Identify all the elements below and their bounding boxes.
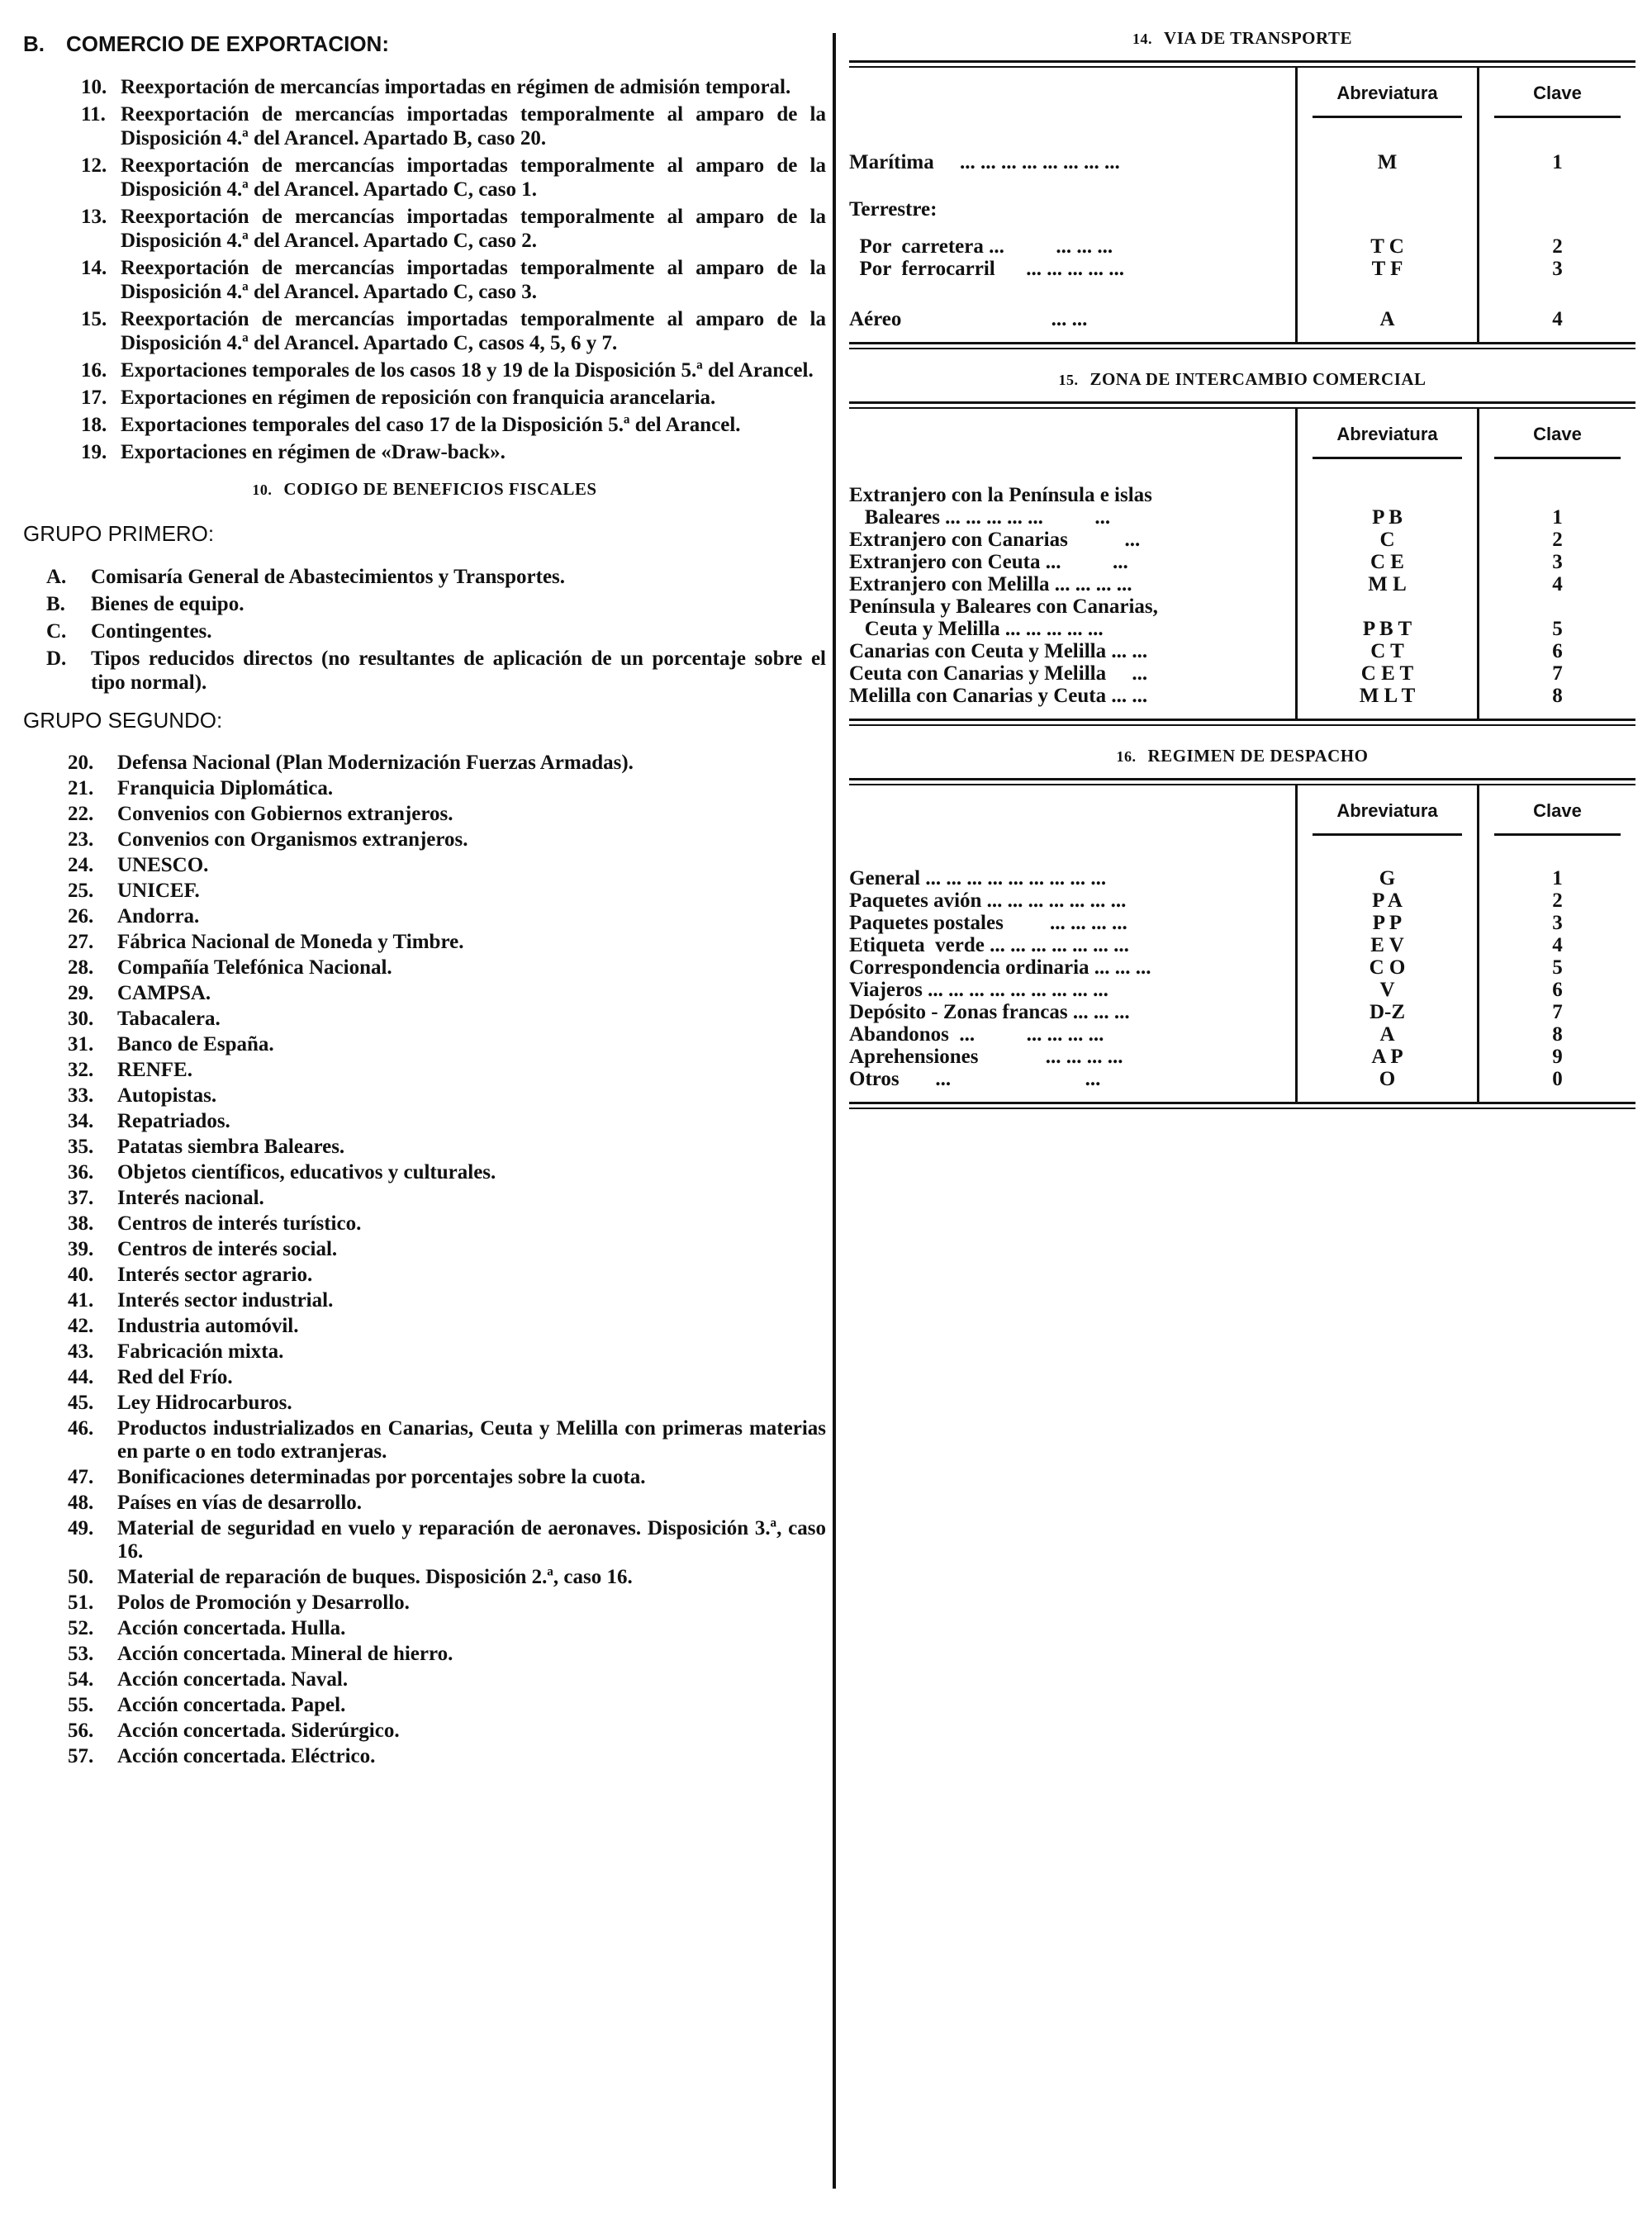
- item-text: Andorra.: [117, 905, 200, 927]
- list-item: [23, 619, 826, 643]
- item-text: Acción concertada. Hulla.: [117, 1617, 346, 1639]
- abbreviation-column: [1295, 836, 1477, 1102]
- item-number: 28.: [68, 956, 94, 979]
- table-title: [849, 28, 1635, 49]
- list-item: [81, 307, 826, 355]
- item-number: 31.: [68, 1033, 94, 1055]
- item-number: 50.: [68, 1566, 94, 1588]
- list-item: [68, 1617, 826, 1640]
- list-item: [68, 1668, 826, 1691]
- header-underline-abbr: Abreviatura: [1313, 800, 1462, 836]
- table-body: [849, 836, 1635, 1102]
- row-abbreviation: C E T: [1360, 662, 1414, 685]
- list-item: [81, 413, 826, 437]
- table-title-text: VIA DE TRANSPORTE: [1164, 28, 1352, 48]
- item-text: Acción concertada. Mineral de hierro.: [117, 1643, 453, 1665]
- item-text: Exportaciones temporales de los casos 18 y 19 de la Disposición 5.ª del Arancel.: [121, 359, 814, 382]
- abbreviation-column: [1295, 459, 1477, 719]
- item-number: 56.: [68, 1720, 94, 1742]
- list-item: [81, 440, 826, 464]
- clave-column: [1477, 118, 1635, 342]
- row-abbreviation: A: [1379, 308, 1395, 330]
- header-blank: [849, 68, 1295, 118]
- row-abbreviation: E V: [1370, 934, 1404, 956]
- column-divider: [833, 33, 836, 2189]
- header-blank: [849, 409, 1295, 459]
- item-number: 23.: [68, 828, 94, 851]
- benefits-title-text: CODIGO DE BENEFICIOS FISCALES: [283, 479, 597, 499]
- item-text: Defensa Nacional (Plan Modernización Fuerzas Armadas).: [117, 752, 634, 774]
- item-number: 47.: [68, 1466, 94, 1488]
- row-label: Península y Baleares con Canarias,: [849, 595, 1158, 618]
- item-letter: B.: [46, 593, 65, 615]
- row-label: Viajeros ... ... ... ... ... ... ... ... ...: [849, 979, 1108, 1001]
- row-abbreviation: A: [1379, 1023, 1395, 1046]
- header-underline-abbr: Abreviatura: [1313, 424, 1462, 459]
- row-clave: 6: [1552, 640, 1563, 662]
- item-number: 16.: [81, 359, 107, 382]
- row-label: Ceuta con Canarias y Melilla ...: [849, 662, 1148, 685]
- list-item: [68, 1591, 826, 1615]
- row-clave: [1479, 198, 1635, 221]
- list-item: [81, 256, 826, 304]
- item-number: 27.: [68, 931, 94, 953]
- item-text: Reexportación de mercancías importadas temporalmente al amparo de la Disposición 4.ª del Arancel. Apartado C, casos 4, 5, 6 y 7.: [121, 308, 826, 354]
- row-label: Canarias con Ceuta y Melilla ... ...: [849, 640, 1148, 662]
- list-item: [68, 1033, 826, 1056]
- header-blank: [849, 785, 1295, 836]
- clave-column: [1477, 459, 1635, 719]
- item-number: 37.: [68, 1187, 94, 1209]
- item-text: Banco de España.: [117, 1033, 274, 1055]
- row-label: Ceuta y Melilla ... ... ... ... ...: [849, 618, 1104, 640]
- item-number: 43.: [68, 1340, 94, 1363]
- item-text: Reexportación de mercancías importadas temporalmente al amparo de la Disposición 4.ª del Arancel. Apartado B, caso 20.: [121, 103, 826, 149]
- row-label: Otros ... ...: [849, 1068, 1101, 1090]
- item-number: 33.: [68, 1084, 94, 1107]
- item-number: 34.: [68, 1110, 94, 1132]
- benefits-title: [23, 479, 826, 500]
- item-text: Compañía Telefónica Nacional.: [117, 956, 392, 979]
- benefits-number: 10.: [252, 481, 273, 498]
- list-item: [68, 1566, 826, 1589]
- item-number: 38.: [68, 1212, 94, 1235]
- list-item: [68, 1161, 826, 1184]
- row-clave: 8: [1552, 1023, 1563, 1046]
- list-item: [68, 880, 826, 903]
- list-item: [68, 1466, 826, 1489]
- item-text: UNESCO.: [117, 854, 209, 876]
- column-header-clave: [1477, 68, 1635, 118]
- list-item: [68, 854, 826, 877]
- table-title-text: REGIMEN DE DESPACHO: [1147, 746, 1369, 766]
- list-item: [68, 1315, 826, 1338]
- item-number: 49.: [68, 1517, 94, 1539]
- item-number: 39.: [68, 1238, 94, 1260]
- list-item: [23, 565, 826, 589]
- row-clave: [1479, 484, 1635, 506]
- item-text: Convenios con Gobiernos extranjeros.: [117, 803, 453, 825]
- row-abbreviation: C T: [1370, 640, 1404, 662]
- row-abbreviation: C O: [1369, 956, 1406, 979]
- row-abbreviation: T C: [1370, 235, 1404, 258]
- list-item: [68, 982, 826, 1005]
- item-text: Tabacalera.: [117, 1008, 221, 1030]
- row-clave: 2: [1552, 889, 1563, 912]
- row-abbreviation: M: [1377, 151, 1398, 173]
- item-text: Interés sector agrario.: [117, 1264, 313, 1286]
- row-abbreviation: P P: [1372, 912, 1403, 934]
- item-text: Reexportación de mercancías importadas en régimen de admisión temporal.: [121, 76, 791, 98]
- list-item: [68, 828, 826, 851]
- row-abbreviation: P B T: [1362, 618, 1412, 640]
- list-item: [68, 1008, 826, 1031]
- export-section-letter: B.: [23, 31, 45, 56]
- item-letter: D.: [46, 648, 67, 670]
- list-item: [68, 1392, 826, 1415]
- list-item: [68, 1110, 826, 1133]
- item-text: Productos industrializados en Canarias, Ceuta y Melilla con primeras materias en parte o en todo extranjeras.: [117, 1417, 826, 1463]
- list-item: [68, 1366, 826, 1389]
- item-text: Material de reparación de buques. Disposición 2.ª, caso 16.: [117, 1566, 633, 1588]
- list-item: [68, 1340, 826, 1364]
- list-item: [81, 75, 826, 99]
- label-column: [849, 459, 1295, 719]
- item-text: Contingentes.: [91, 620, 212, 643]
- group2-heading: GRUPO SEGUNDO:: [23, 708, 223, 733]
- list-item: [23, 647, 826, 695]
- list-item: [68, 803, 826, 826]
- item-text: Reexportación de mercancías importadas temporalmente al amparo de la Disposición 4.ª del Arancel. Apartado C, caso 3.: [121, 257, 826, 303]
- item-text: Objetos científicos, educativos y culturales.: [117, 1161, 496, 1184]
- row-abbreviation: A P: [1371, 1046, 1403, 1068]
- row-clave: 3: [1552, 258, 1563, 280]
- column-header-abbreviatura: [1295, 785, 1477, 836]
- item-number: 18.: [81, 414, 107, 436]
- table-number: 14.: [1132, 31, 1153, 47]
- item-number: 45.: [68, 1392, 94, 1414]
- item-number: 30.: [68, 1008, 94, 1030]
- list-item: [68, 1264, 826, 1287]
- code-table: [849, 746, 1635, 1109]
- row-clave: 3: [1552, 912, 1563, 934]
- row-label: Extranjero con Ceuta ... ...: [849, 551, 1128, 573]
- list-item: [68, 1417, 826, 1463]
- item-letter: C.: [46, 620, 67, 643]
- item-number: 36.: [68, 1161, 94, 1184]
- item-number: 19.: [81, 441, 107, 463]
- row-label: Aéreo ... ...: [849, 308, 1088, 330]
- row-label: Terrestre:: [849, 198, 938, 221]
- row-label: Extranjero con Canarias ...: [849, 529, 1141, 551]
- item-number: 20.: [68, 752, 94, 774]
- item-text: Bienes de equipo.: [91, 593, 244, 615]
- double-rule: [849, 778, 1635, 785]
- item-number: 11.: [81, 103, 106, 126]
- list-item: [68, 1238, 826, 1261]
- row-clave: [1479, 595, 1635, 618]
- item-number: 12.: [81, 154, 107, 177]
- code-table: [849, 369, 1635, 726]
- list-item: [68, 1517, 826, 1563]
- row-abbreviation: O: [1379, 1068, 1396, 1090]
- row-label: Extranjero con Melilla ... ... ... ...: [849, 573, 1132, 595]
- row-abbreviation: C: [1379, 529, 1395, 551]
- table-header-row: [849, 68, 1635, 118]
- list-item: [68, 1643, 826, 1666]
- row-clave: 1: [1552, 151, 1563, 173]
- row-abbreviation: P B: [1372, 506, 1403, 529]
- list-item: [68, 931, 826, 954]
- group1-items-list: [23, 565, 826, 695]
- item-letter: A.: [46, 566, 67, 588]
- double-rule: [849, 719, 1635, 726]
- item-number: 57.: [68, 1745, 94, 1767]
- list-item: [68, 1187, 826, 1210]
- list-item: [68, 752, 826, 775]
- double-rule: [849, 1102, 1635, 1109]
- item-text: Reexportación de mercancías importadas temporalmente al amparo de la Disposición 4.ª del Arancel. Apartado C, caso 2.: [121, 206, 826, 252]
- row-abbreviation: G: [1379, 867, 1396, 889]
- row-clave: 7: [1552, 662, 1563, 685]
- table-header-row: [849, 409, 1635, 459]
- item-text: Acción concertada. Papel.: [117, 1694, 346, 1716]
- item-number: 10.: [81, 76, 107, 98]
- row-label: Baleares ... ... ... ... ... ...: [849, 506, 1111, 529]
- list-item: [68, 1745, 826, 1768]
- table-title-text: ZONA DE INTERCAMBIO COMERCIAL: [1089, 369, 1427, 389]
- item-number: 35.: [68, 1136, 94, 1158]
- item-number: 51.: [68, 1591, 94, 1614]
- row-abbreviation: D-Z: [1369, 1001, 1406, 1023]
- item-number: 15.: [81, 308, 107, 330]
- row-clave: 9: [1552, 1046, 1563, 1068]
- row-clave: 2: [1552, 235, 1563, 258]
- item-number: 29.: [68, 982, 94, 1004]
- row-clave: 4: [1552, 573, 1563, 595]
- item-number: 25.: [68, 880, 94, 902]
- row-clave: 6: [1552, 979, 1563, 1001]
- row-label: Depósito - Zonas francas ... ... ...: [849, 1001, 1130, 1023]
- list-item: [23, 592, 826, 616]
- item-text: Industria automóvil.: [117, 1315, 299, 1337]
- list-item: [81, 358, 826, 382]
- table-number: 16.: [1116, 748, 1137, 765]
- list-item: [68, 1720, 826, 1743]
- item-number: 53.: [68, 1643, 94, 1665]
- left-column: [23, 25, 826, 1771]
- item-number: 55.: [68, 1694, 94, 1716]
- item-text: Bonificaciones determinadas por porcentajes sobre la cuota.: [117, 1466, 646, 1488]
- item-text: Fábrica Nacional de Moneda y Timbre.: [117, 931, 464, 953]
- table-header-row: [849, 785, 1635, 836]
- row-label: Abandonos ... ... ... ... ...: [849, 1023, 1104, 1046]
- item-text: Reexportación de mercancías importadas temporalmente al amparo de la Disposición 4.ª del Arancel. Apartado C, caso 1.: [121, 154, 826, 201]
- list-item: [68, 1492, 826, 1515]
- item-text: Interés nacional.: [117, 1187, 264, 1209]
- item-text: Repatriados.: [117, 1110, 230, 1132]
- item-text: UNICEF.: [117, 880, 200, 902]
- item-text: Convenios con Organismos extranjeros.: [117, 828, 468, 851]
- code-table: [849, 28, 1635, 349]
- list-item: [68, 1136, 826, 1159]
- row-clave: 7: [1552, 1001, 1563, 1023]
- row-clave: 5: [1552, 618, 1563, 640]
- double-rule: [849, 342, 1635, 349]
- row-abbreviation: [1298, 484, 1477, 506]
- item-text: Acción concertada. Siderúrgico.: [117, 1720, 400, 1742]
- header-underline-abbr: Abreviatura: [1313, 83, 1462, 118]
- row-abbreviation: M L: [1368, 573, 1407, 595]
- item-text: Comisaría General de Abastecimientos y Transportes.: [91, 566, 566, 588]
- item-number: 21.: [68, 777, 94, 799]
- right-column: [849, 28, 1635, 1129]
- list-item: [81, 154, 826, 202]
- item-text: Ley Hidrocarburos.: [117, 1392, 292, 1414]
- double-rule: [849, 60, 1635, 68]
- item-number: 17.: [81, 387, 107, 409]
- row-label: Paquetes postales ... ... ... ...: [849, 912, 1127, 934]
- item-number: 22.: [68, 803, 94, 825]
- row-clave: 4: [1552, 934, 1563, 956]
- column-header-abbreviatura: [1295, 409, 1477, 459]
- group2-items-list: [68, 752, 826, 1768]
- row-label: General ... ... ... ... ... ... ... ... ...: [849, 867, 1107, 889]
- item-number: 24.: [68, 854, 94, 876]
- export-section-title: COMERCIO DE EXPORTACION:: [66, 31, 389, 56]
- row-abbreviation: M L T: [1359, 685, 1416, 707]
- item-text: Centros de interés social.: [117, 1238, 338, 1260]
- row-label: Etiqueta verde ... ... ... ... ... ... ...: [849, 934, 1129, 956]
- list-item: [68, 956, 826, 980]
- table-title: [849, 746, 1635, 766]
- list-item: [68, 905, 826, 928]
- export-section-heading: [23, 31, 826, 57]
- row-clave: 0: [1552, 1068, 1563, 1090]
- list-item: [68, 1694, 826, 1717]
- row-abbreviation: P A: [1372, 889, 1403, 912]
- header-underline-clave: Clave: [1494, 424, 1621, 459]
- row-abbreviation: V: [1379, 979, 1395, 1001]
- item-number: 14.: [81, 257, 107, 279]
- clave-column: [1477, 836, 1635, 1102]
- table-body: [849, 459, 1635, 719]
- column-header-abbreviatura: [1295, 68, 1477, 118]
- item-text: Tipos reducidos directos (no resultantes de aplicación de un porcentaje sobre el tipo normal).: [91, 648, 826, 694]
- item-text: Exportaciones en régimen de reposición con franquicia arancelaria.: [121, 387, 716, 409]
- list-item: [68, 1059, 826, 1082]
- item-number: 44.: [68, 1366, 94, 1388]
- item-number: 52.: [68, 1617, 94, 1639]
- row-clave: 3: [1552, 551, 1563, 573]
- row-clave: 2: [1552, 529, 1563, 551]
- item-text: Fabricación mixta.: [117, 1340, 284, 1363]
- row-clave: 8: [1552, 685, 1563, 707]
- item-number: 54.: [68, 1668, 94, 1691]
- row-label: Por ferrocarril ... ... ... ... ...: [849, 258, 1125, 280]
- list-item: [81, 386, 826, 410]
- item-text: Interés sector industrial.: [117, 1289, 334, 1312]
- row-label: Por carretera ... ... ... ...: [849, 235, 1113, 258]
- item-text: Autopistas.: [117, 1084, 217, 1107]
- row-label: Aprehensiones ... ... ... ...: [849, 1046, 1123, 1068]
- item-text: CAMPSA.: [117, 982, 211, 1004]
- label-column: [849, 118, 1295, 342]
- item-text: Acción concertada. Naval.: [117, 1668, 349, 1691]
- row-abbreviation: [1298, 198, 1477, 221]
- header-underline-clave: Clave: [1494, 800, 1621, 836]
- item-text: Exportaciones en régimen de «Draw-back».: [121, 441, 506, 463]
- item-text: RENFE.: [117, 1059, 192, 1081]
- item-number: 41.: [68, 1289, 94, 1312]
- abbreviation-column: [1295, 118, 1477, 342]
- row-abbreviation: [1298, 595, 1477, 618]
- column-header-clave: [1477, 409, 1635, 459]
- row-label: Marítima ... ... ... ... ... ... ... ...: [849, 151, 1120, 173]
- list-item: [81, 205, 826, 253]
- export-items-list: [81, 75, 826, 464]
- table-body: [849, 118, 1635, 342]
- item-number: 26.: [68, 905, 94, 927]
- item-text: Patatas siembra Baleares.: [117, 1136, 345, 1158]
- row-clave: 1: [1552, 867, 1563, 889]
- item-text: Exportaciones temporales del caso 17 de la Disposición 5.ª del Arancel.: [121, 414, 741, 436]
- list-item: [68, 1084, 826, 1108]
- group1-heading: GRUPO PRIMERO:: [23, 521, 215, 546]
- list-item: [68, 777, 826, 800]
- item-number: 46.: [68, 1417, 94, 1440]
- row-clave: 5: [1552, 956, 1563, 979]
- double-rule: [849, 401, 1635, 409]
- column-header-clave: [1477, 785, 1635, 836]
- table-number: 15.: [1058, 372, 1079, 388]
- item-text: Centros de interés turístico.: [117, 1212, 362, 1235]
- header-underline-clave: Clave: [1494, 83, 1621, 118]
- label-column: [849, 836, 1295, 1102]
- item-text: Red del Frío.: [117, 1366, 233, 1388]
- row-label: Paquetes avión ... ... ... ... ... ... ...: [849, 889, 1127, 912]
- row-abbreviation: C E: [1370, 551, 1404, 573]
- item-number: 40.: [68, 1264, 94, 1286]
- item-text: Franquicia Diplomática.: [117, 777, 334, 799]
- item-text: Acción concertada. Eléctrico.: [117, 1745, 376, 1767]
- row-label: Correspondencia ordinaria ... ... ...: [849, 956, 1151, 979]
- item-text: Material de seguridad en vuelo y reparación de aeronaves. Disposición 3.ª, caso 16.: [117, 1517, 826, 1563]
- item-number: 13.: [81, 206, 107, 228]
- row-clave: 4: [1552, 308, 1563, 330]
- row-abbreviation: T F: [1371, 258, 1403, 280]
- item-number: 42.: [68, 1315, 94, 1337]
- list-item: [68, 1289, 826, 1312]
- row-label: Extranjero con la Península e islas: [849, 484, 1152, 506]
- item-number: 48.: [68, 1492, 94, 1514]
- table-title: [849, 369, 1635, 390]
- row-clave: 1: [1552, 506, 1563, 529]
- item-text: Países en vías de desarrollo.: [117, 1492, 363, 1514]
- list-item: [81, 102, 826, 150]
- item-text: Polos de Promoción y Desarrollo.: [117, 1591, 410, 1614]
- row-label: Melilla con Canarias y Ceuta ... ...: [849, 685, 1148, 707]
- list-item: [68, 1212, 826, 1236]
- item-number: 32.: [68, 1059, 94, 1081]
